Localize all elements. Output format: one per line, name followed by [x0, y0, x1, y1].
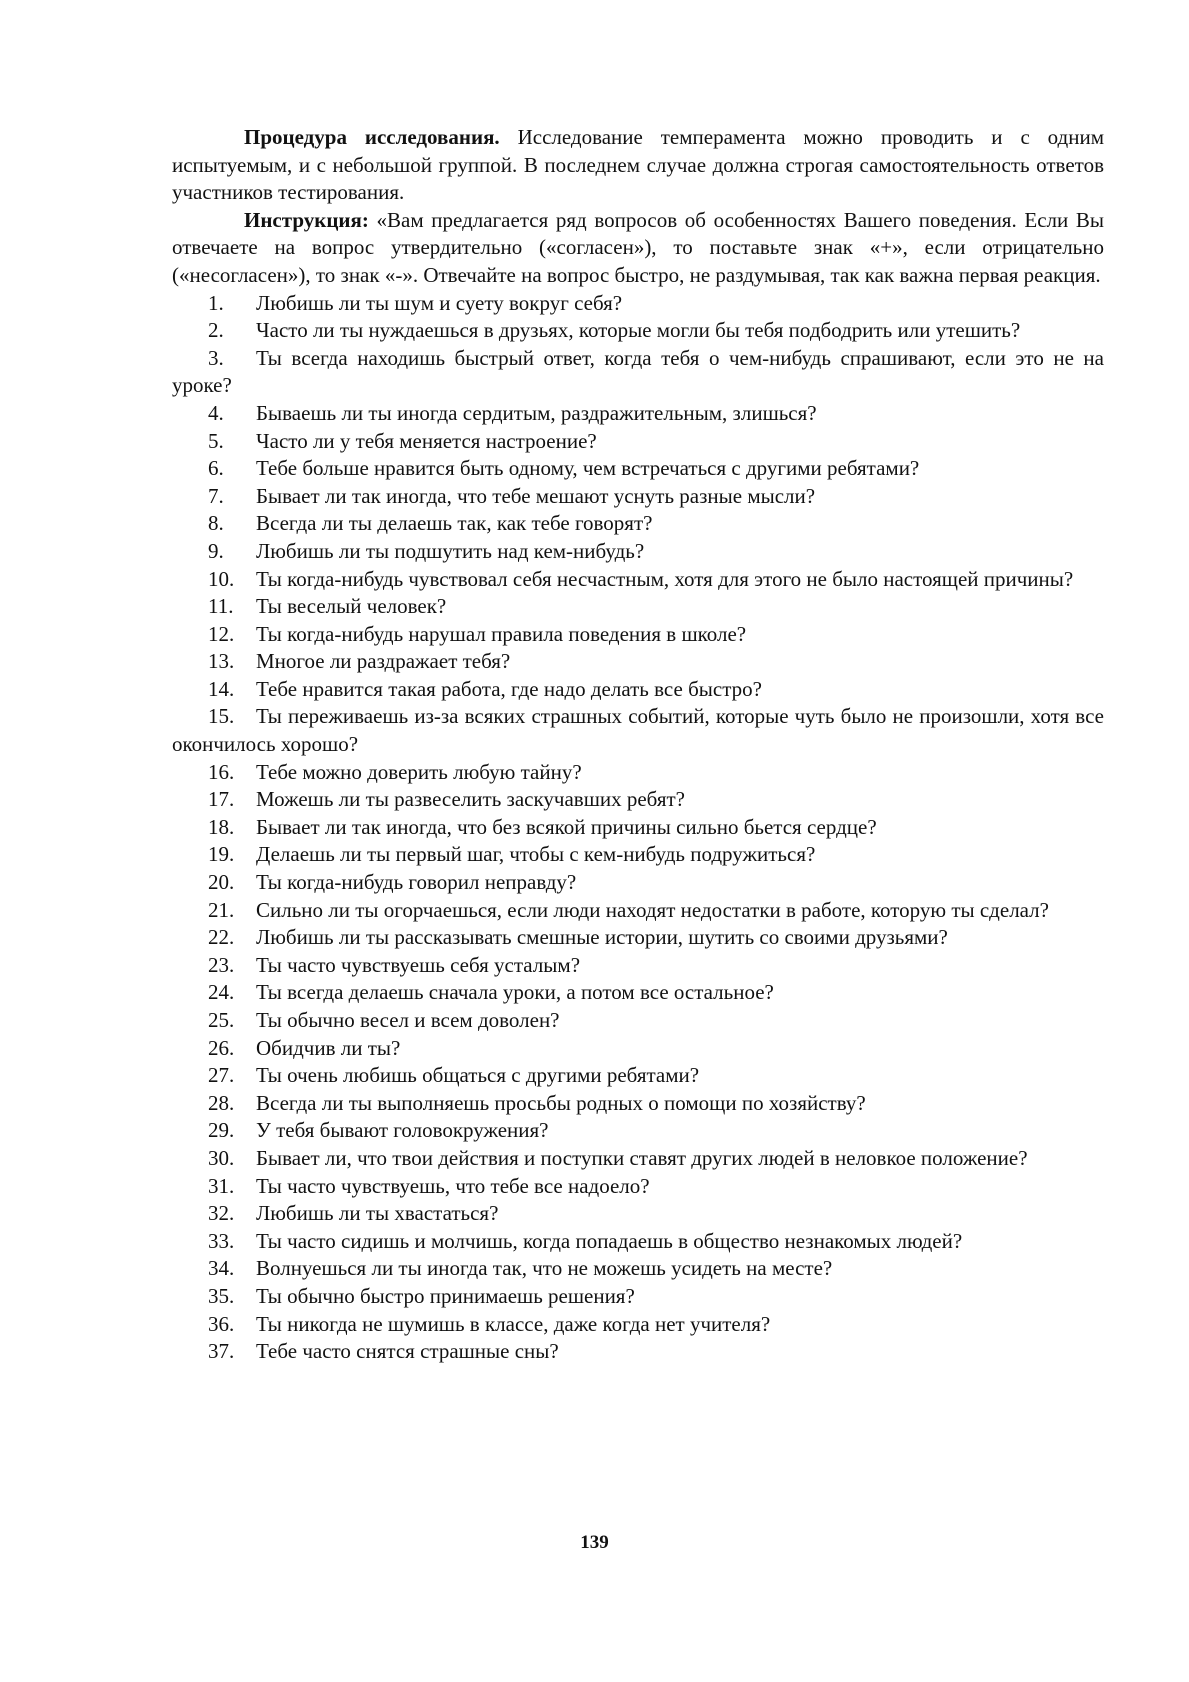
- question-text: Ты часто чувствуешь, что тебе все надоело?: [256, 1173, 650, 1198]
- question-text: Любишь ли ты шум и суету вокруг себя?: [256, 290, 623, 315]
- question-item: [172, 538, 1104, 566]
- question-item: [172, 786, 1104, 814]
- question-item: [172, 841, 1104, 869]
- question-number: 27.: [208, 1063, 235, 1088]
- question-item: [172, 400, 1104, 428]
- question-item: [172, 1145, 1104, 1173]
- question-number: 5.: [208, 428, 224, 453]
- question-text: Можешь ли ты развеселить заскучавших ребят?: [256, 787, 685, 812]
- question-text: Часто ли ты нуждаешься в друзьях, которые могли бы тебя подбодрить или утешить?: [256, 318, 1021, 343]
- question-text: Любишь ли ты хвастаться?: [256, 1201, 499, 1226]
- instruction-text: «Вам предлагается ряд вопросов об особенностях Вашего поведения. Если Вы отвечаете на вопрос утвердительно («согласен»), то поставьте знак «+», если отрицательно («несогласен»), то знак «-». Отвечайте на вопрос быстро, не раздумывая, так как важна первая реакция.: [172, 207, 1104, 287]
- question-number: 30.: [208, 1145, 235, 1170]
- question-text: Ты веселый человек?: [256, 594, 447, 619]
- questions-list: [172, 290, 1104, 1366]
- question-number: 14.: [208, 676, 235, 701]
- question-text: Часто ли у тебя меняется настроение?: [256, 428, 597, 453]
- question-text: Ты когда-нибудь нарушал правила поведения в школе?: [256, 621, 747, 646]
- question-item: [172, 1117, 1104, 1145]
- question-item: [172, 455, 1104, 483]
- question-text: Тебе нравится такая работа, где надо делать все быстро?: [256, 676, 762, 701]
- question-number: 16.: [208, 759, 235, 784]
- question-number: 20.: [208, 870, 235, 895]
- page-number: 139: [580, 1532, 609, 1553]
- question-item: [172, 1062, 1104, 1090]
- question-item: [172, 621, 1104, 649]
- question-number: 24.: [208, 980, 235, 1005]
- question-item: [172, 566, 1104, 594]
- question-number: 15.: [208, 704, 235, 729]
- question-text: Ты часто сидишь и молчишь, когда попадаешь в общество незнакомых людей?: [256, 1228, 963, 1253]
- question-number: 23.: [208, 952, 235, 977]
- question-item: [172, 924, 1104, 952]
- question-number: 36.: [208, 1311, 235, 1336]
- question-item: [172, 428, 1104, 456]
- question-text: Ты никогда не шумишь в классе, даже когда нет учителя?: [256, 1311, 771, 1336]
- question-number: 9.: [208, 538, 224, 563]
- question-number: 25.: [208, 1008, 235, 1032]
- question-item: [172, 317, 1104, 345]
- question-item: [172, 1228, 1104, 1256]
- question-number: 3.: [208, 345, 224, 370]
- question-item: [172, 1255, 1104, 1283]
- question-number: 34.: [208, 1256, 235, 1281]
- question-number: 29.: [208, 1118, 235, 1143]
- question-number: 35.: [208, 1283, 235, 1308]
- question-number: 37.: [208, 1339, 235, 1364]
- question-text: Ты часто чувствуешь себя усталым?: [256, 952, 581, 977]
- question-item: [172, 1311, 1104, 1339]
- question-number: 31.: [208, 1173, 235, 1198]
- question-text: У тебя бывают головокружения?: [256, 1118, 549, 1143]
- question-item: [172, 290, 1104, 318]
- question-number: 18.: [208, 814, 235, 839]
- question-text: Ты обычно быстро принимаешь решения?: [256, 1283, 635, 1308]
- question-text: Бывает ли так иногда, что без всякой причины сильно бьется сердце?: [256, 814, 877, 839]
- question-item: [172, 814, 1104, 842]
- question-number: 22.: [208, 925, 235, 950]
- question-text: Ты всегда делаешь сначала уроки, а потом все остальное?: [256, 980, 774, 1005]
- procedure-paragraph: [172, 124, 1104, 207]
- question-text: Бывает ли так иногда, что тебе мешают уснуть разные мысли?: [256, 483, 816, 508]
- question-number: 8.: [208, 511, 224, 536]
- question-number: 6.: [208, 456, 224, 481]
- question-item: [172, 510, 1104, 538]
- question-text: Делаешь ли ты первый шаг, чтобы с кем-нибудь подружиться?: [256, 842, 816, 867]
- question-number: 26.: [208, 1035, 235, 1060]
- question-number: 4.: [208, 400, 224, 425]
- question-text: Сильно ли ты огорчаешься, если люди находят недостатки в работе, которую ты сделал?: [256, 897, 1049, 922]
- question-text: Любишь ли ты рассказывать смешные истории, шутить со своими друзьями?: [256, 925, 948, 950]
- question-number: 17.: [208, 787, 235, 812]
- question-number: 7.: [208, 483, 224, 508]
- question-text: Многое ли раздражает тебя?: [256, 649, 511, 674]
- question-text: Всегда ли ты выполняешь просьбы родных о помощи по хозяйству?: [256, 1090, 866, 1115]
- question-text: Тебе можно доверить любую тайну?: [256, 759, 582, 784]
- question-item: [172, 345, 1104, 400]
- question-item: [172, 1283, 1104, 1311]
- question-text: Ты обычно весел и всем доволен?: [256, 1008, 560, 1032]
- question-text: Любишь ли ты подшутить над кем-нибудь?: [256, 538, 645, 563]
- question-text: Волнуешься ли ты иногда так, что не можешь усидеть на месте?: [256, 1256, 833, 1281]
- question-text: Тебе часто снятся страшные сны?: [256, 1339, 559, 1364]
- question-number: 12.: [208, 621, 235, 646]
- question-item: [172, 952, 1104, 980]
- question-item: [172, 1338, 1104, 1366]
- question-text: Тебе больше нравится быть одному, чем встречаться с другими ребятами?: [256, 456, 920, 481]
- question-item: [172, 1090, 1104, 1118]
- question-number: 33.: [208, 1228, 235, 1253]
- page-content: [172, 124, 1104, 1366]
- question-number: 28.: [208, 1090, 235, 1115]
- question-item: [172, 1007, 1104, 1035]
- question-number: 1.: [208, 290, 224, 315]
- question-number: 13.: [208, 649, 235, 674]
- question-number: 10.: [208, 566, 235, 591]
- question-item: [172, 869, 1104, 897]
- question-number: 2.: [208, 318, 224, 343]
- question-item: [172, 759, 1104, 787]
- question-text: Ты когда-нибудь говорил неправду?: [256, 870, 577, 895]
- question-text: Ты всегда находишь быстрый ответ, когда тебя о чем-нибудь спрашивают, если это не на уроке?: [172, 345, 1104, 398]
- question-text: Бываешь ли ты иногда сердитым, раздражительным, злишься?: [256, 400, 817, 425]
- question-item: [172, 1173, 1104, 1201]
- question-number: 11.: [208, 594, 234, 619]
- question-item: [172, 1200, 1104, 1228]
- question-item: [172, 676, 1104, 704]
- question-item: [172, 483, 1104, 511]
- question-item: [172, 703, 1104, 758]
- question-item: [172, 648, 1104, 676]
- question-item: [172, 1035, 1104, 1063]
- procedure-text: Исследование темперамента можно проводить и с одним испытуемым, и с небольшой группой. В последнем случае должна строгая самостоятельность ответов участников тестирования.: [172, 125, 1105, 205]
- question-text: Ты когда-нибудь чувствовал себя несчастным, хотя для этого не было настоящей причины?: [256, 566, 1074, 591]
- question-text: Обидчив ли ты?: [256, 1035, 401, 1060]
- question-item: [172, 593, 1104, 621]
- question-number: 32.: [208, 1201, 235, 1226]
- instruction-heading: Инструкция:: [244, 207, 369, 232]
- question-text: Всегда ли ты делаешь так, как тебе говорят?: [256, 511, 653, 536]
- question-item: [172, 897, 1104, 925]
- question-text: Ты очень любишь общаться с другими ребятами?: [256, 1063, 700, 1088]
- procedure-heading: Процедура исследования.: [244, 125, 500, 149]
- instruction-paragraph: [172, 207, 1104, 290]
- question-item: [172, 979, 1104, 1007]
- question-number: 21.: [208, 897, 235, 922]
- question-text: Ты переживаешь из-за всяких страшных событий, которые чуть было не произошли, хотя все окончилось хорошо?: [172, 704, 1104, 757]
- question-number: 19.: [208, 842, 235, 867]
- question-text: Бывает ли, что твои действия и поступки ставят других людей в неловкое положение?: [256, 1145, 1028, 1170]
